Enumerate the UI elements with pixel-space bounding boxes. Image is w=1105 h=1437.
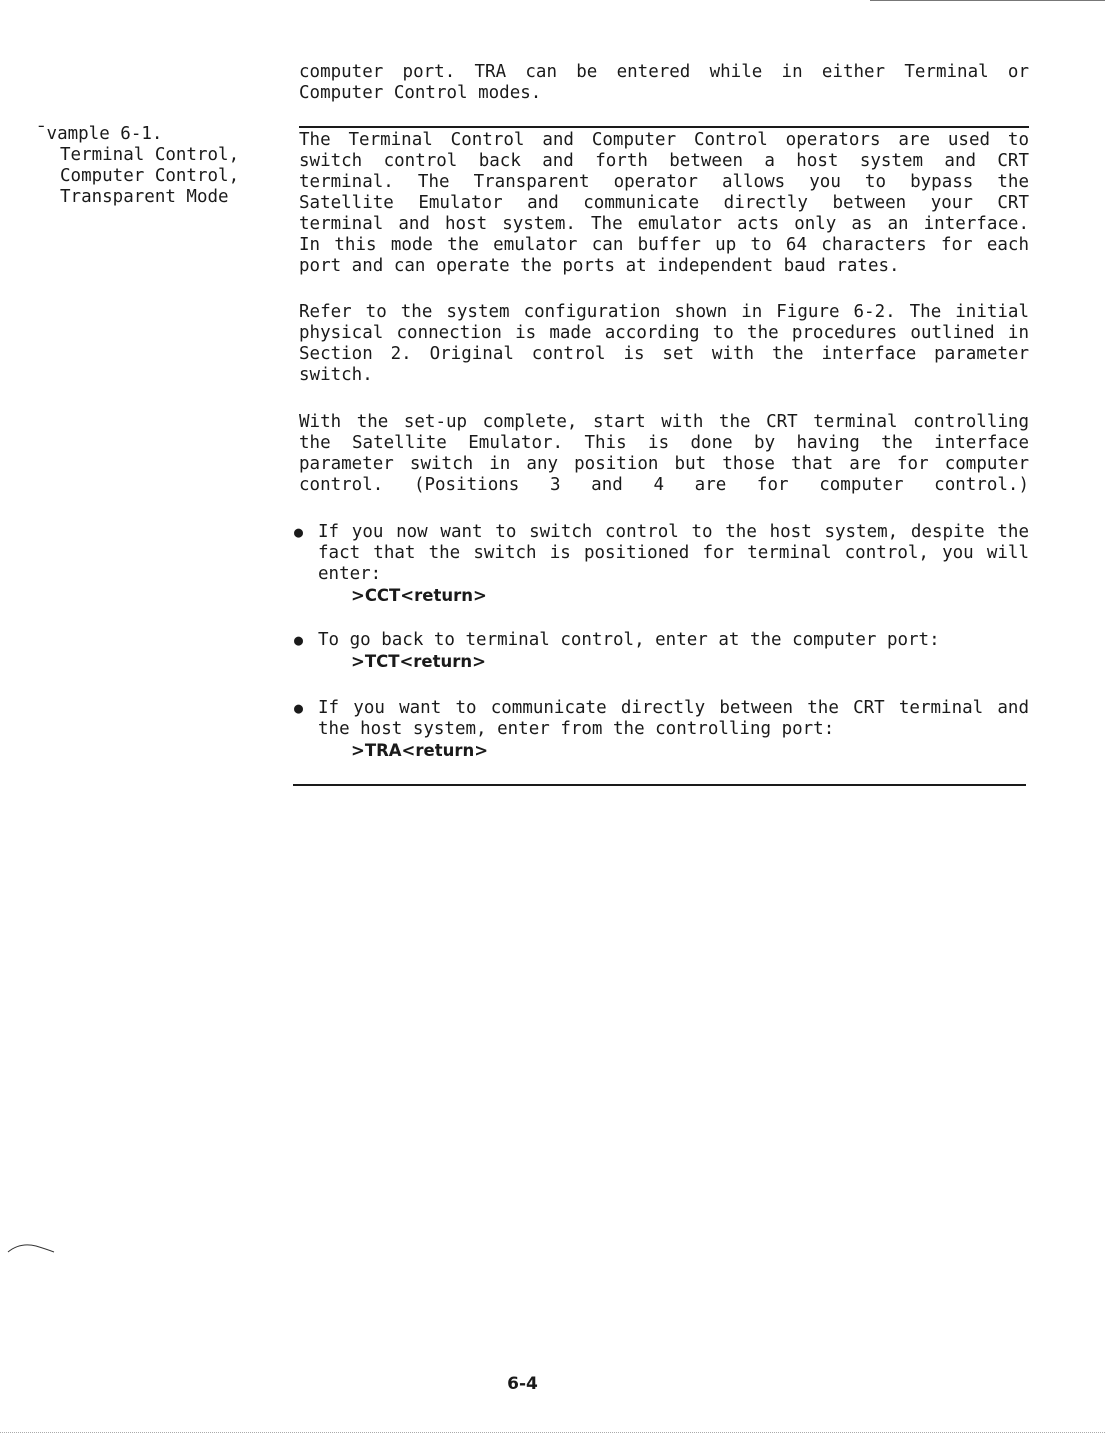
- bullet-line: enter:: [318, 564, 382, 584]
- paragraph-line: The Terminal Control and Computer Control operators are used to: [299, 130, 1029, 150]
- sidebar-line: ¯vample 6-1.: [36, 124, 163, 144]
- paragraph-2: [299, 302, 1029, 386]
- paragraph-line: the Satellite Emulator. This is done by having the interface: [299, 433, 1029, 453]
- scan-edge-line-top: [870, 0, 1105, 1]
- bullet-line: If you now want to switch control to the host system, despite the: [318, 522, 1029, 542]
- bullet-item-tct: [294, 630, 1029, 672]
- sidebar-line: Transparent Mode: [60, 187, 229, 207]
- command-tra: >TRA<return>: [351, 741, 489, 760]
- bullet-dot-icon: ●: [294, 631, 304, 649]
- paragraph-line: Satellite Emulator and communicate directly between your CRT: [299, 193, 1029, 213]
- paragraph-1: [299, 130, 1029, 277]
- sidebar-line: Terminal Control,: [60, 145, 240, 165]
- sidebar-example-label: [38, 124, 268, 208]
- page-number: 6-4: [507, 1374, 538, 1394]
- paragraph-line: terminal and host system. The emulator acts only as an interface.: [299, 214, 1029, 234]
- bullet-line: If you want to communicate directly between the CRT terminal and: [318, 698, 1029, 718]
- bullet-item-cct: [294, 522, 1029, 606]
- bullet-line: To go back to terminal control, enter at the computer port:: [318, 630, 940, 650]
- scan-mark-icon: [6, 1240, 56, 1254]
- paragraph-line: physical connection is made according to the procedures outlined in: [299, 323, 1029, 343]
- command-cct: >CCT<return>: [351, 586, 487, 605]
- paragraph-line: switch control back and forth between a host system and CRT: [299, 151, 1029, 171]
- bullet-line: the host system, enter from the controlling port:: [318, 719, 835, 739]
- bullet-dot-icon: ●: [294, 523, 304, 541]
- intro-line: Computer Control modes.: [299, 83, 542, 103]
- command-tct: >TCT<return>: [351, 652, 486, 671]
- sidebar-line: Computer Control,: [60, 166, 240, 186]
- paragraph-line: control. (Positions 3 and 4 are for computer control.): [299, 475, 1029, 495]
- section-bottom-rule: [293, 784, 1026, 786]
- bullet-line: fact that the switch is positioned for terminal control, you will: [318, 543, 1029, 563]
- paragraph-line: Section 2. Original control is set with the interface parameter: [299, 344, 1029, 364]
- paragraph-line: Refer to the system configuration shown in Figure 6-2. The initial: [299, 302, 1029, 322]
- bullet-item-tra: [294, 698, 1029, 761]
- paragraph-3: [299, 412, 1029, 496]
- paragraph-line: port and can operate the ports at independent baud rates.: [299, 256, 900, 276]
- section-top-rule: [299, 126, 1029, 128]
- scan-edge-line-bottom: [0, 1432, 1105, 1434]
- paragraph-line: With the set-up complete, start with the CRT terminal controlling: [299, 412, 1029, 432]
- paragraph-line: parameter switch in any position but those that are for computer: [299, 454, 1029, 474]
- paragraph-line: In this mode the emulator can buffer up to 64 characters for each: [299, 235, 1029, 255]
- paragraph-line: switch.: [299, 365, 373, 385]
- intro-block: [299, 62, 1029, 104]
- paragraph-line: terminal. The Transparent operator allows you to bypass the: [299, 172, 1029, 192]
- intro-line: computer port. TRA can be entered while in either Terminal or: [299, 62, 1029, 82]
- bullet-dot-icon: ●: [294, 699, 304, 717]
